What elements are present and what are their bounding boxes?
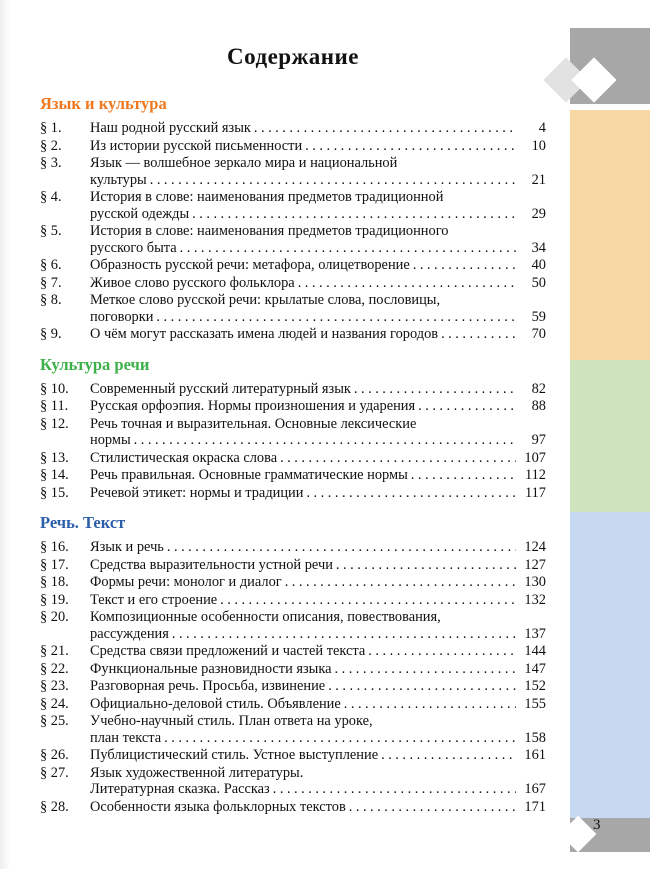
entry-paragraph-number: § 23.	[40, 678, 69, 694]
dot-leader	[336, 557, 516, 574]
entry-text: История в слове: наименования предметов традиционного	[90, 223, 449, 239]
entry-page-number: 40	[531, 257, 546, 273]
dot-leader	[349, 799, 516, 816]
entry-paragraph-number: § 14.	[40, 467, 69, 483]
entry-text: Публицистический стиль. Устное выступление	[90, 747, 379, 763]
entry-paragraph-number: § 21.	[40, 643, 69, 659]
entry-body	[90, 189, 546, 222]
entry-line	[90, 765, 546, 782]
entry-paragraph-number: § 27.	[40, 764, 69, 781]
toc-list	[40, 94, 546, 815]
entry-line	[90, 661, 546, 678]
entry-text: Разговорная речь. Просьба, извинение	[90, 678, 326, 694]
entry-body	[90, 275, 546, 292]
entry-line	[90, 326, 546, 343]
entry-body	[90, 292, 546, 325]
entry-line	[90, 257, 546, 274]
entry-text: Русская орфоэпия. Нормы произношения и ударения	[90, 398, 416, 414]
entry-body	[90, 416, 546, 449]
entry-text: Современный русский литературный язык	[90, 380, 351, 397]
entry-text: рассуждения	[90, 625, 169, 642]
entry-paragraph-number: § 26.	[40, 747, 69, 763]
toc-entry	[40, 713, 546, 746]
entry-line	[90, 240, 546, 257]
toc-entry	[40, 467, 546, 484]
toc-entry	[40, 275, 546, 292]
entry-text: Язык — волшебное зеркало мира и национальной	[90, 155, 398, 171]
entry-line	[90, 539, 546, 556]
entry-body	[90, 592, 546, 609]
entry-line	[90, 206, 546, 223]
entry-paragraph-number: § 4.	[40, 189, 62, 205]
entry-line	[90, 155, 546, 172]
entry-page-number: 117	[524, 484, 546, 501]
entry-paragraph-number: § 15.	[40, 484, 69, 501]
entry-page-number: 161	[524, 747, 546, 763]
entry-line	[90, 138, 546, 155]
dot-leader	[354, 381, 516, 398]
toc-entry	[40, 799, 546, 816]
entry-body	[90, 257, 546, 274]
entry-paragraph-number: § 10.	[40, 380, 69, 397]
toc-entry	[40, 138, 546, 155]
entry-page-number: 137	[524, 625, 546, 642]
dot-leader	[285, 574, 516, 591]
entry-line	[90, 467, 546, 484]
dot-leader	[335, 661, 516, 678]
toc-entry	[40, 592, 546, 609]
entry-body	[90, 574, 546, 591]
entry-paragraph-number: § 25.	[40, 713, 69, 729]
entry-page-number: 50	[531, 274, 546, 291]
dot-leader	[164, 730, 516, 747]
entry-text: культуры	[90, 171, 147, 188]
entry-body	[90, 747, 546, 764]
entry-line	[90, 485, 546, 502]
entry-body	[90, 485, 546, 502]
entry-text: Официально-деловой стиль. Объявление	[90, 695, 341, 712]
dot-leader	[413, 257, 516, 274]
entry-line	[90, 189, 546, 206]
toc-entry	[40, 416, 546, 449]
entry-line	[90, 432, 546, 449]
entry-text: план текста	[90, 729, 162, 746]
entry-page-number: 132	[524, 591, 546, 608]
entry-page-number: 34	[531, 239, 546, 256]
entry-page-number: 147	[524, 660, 546, 677]
toc-entry	[40, 257, 546, 274]
decor-band-green	[570, 360, 650, 512]
entry-body	[90, 155, 546, 188]
decor-band-gray-top	[570, 28, 650, 104]
entry-line	[90, 557, 546, 574]
entry-page-number: 29	[531, 205, 546, 222]
section-title: Речь. Текст	[40, 513, 126, 532]
entry-paragraph-number: § 9.	[40, 326, 62, 342]
entry-paragraph-number: § 24.	[40, 695, 69, 712]
entry-page-number: 10	[531, 137, 546, 154]
dot-leader	[306, 485, 516, 502]
entry-text: Язык художественной литературы.	[90, 764, 304, 781]
entry-text: Стилистическая окраска слова	[90, 449, 278, 466]
entry-body	[90, 120, 546, 137]
entry-paragraph-number: § 13.	[40, 449, 69, 466]
entry-body	[90, 467, 546, 484]
entry-text: Речь правильная. Основные грамматические нормы	[90, 467, 408, 483]
entry-text: поговорки	[90, 308, 154, 325]
entry-line	[90, 781, 546, 798]
dot-leader	[305, 138, 516, 155]
dot-leader	[298, 275, 516, 292]
toc-entry	[40, 292, 546, 325]
dot-leader	[418, 398, 516, 415]
entry-line	[90, 592, 546, 609]
entry-line	[90, 416, 546, 433]
entry-body	[90, 609, 546, 642]
entry-body	[90, 557, 546, 574]
entry-text: Меткое слово русской речи: крылатые слова, пословицы,	[90, 292, 441, 308]
entry-line	[90, 309, 546, 326]
toc-entry	[40, 485, 546, 502]
toc-section	[40, 513, 546, 815]
toc-entry	[40, 574, 546, 591]
entry-text: О чём могут рассказать имена людей и названия городов	[90, 326, 439, 342]
entry-paragraph-number: § 2.	[40, 137, 62, 154]
dot-leader	[368, 643, 516, 660]
entry-body	[90, 326, 546, 343]
dot-leader	[254, 120, 516, 137]
entry-page-number: 127	[524, 556, 546, 573]
dot-leader	[328, 678, 516, 695]
entry-paragraph-number: § 19.	[40, 591, 69, 608]
entry-body	[90, 765, 546, 798]
entry-line	[90, 696, 546, 713]
toc-entry	[40, 609, 546, 642]
toc-entry	[40, 765, 546, 798]
toc-entry	[40, 696, 546, 713]
entry-line	[90, 626, 546, 643]
entry-text: русского быта	[90, 239, 177, 256]
dot-leader	[172, 626, 516, 643]
dot-leader	[411, 467, 516, 484]
toc-entry	[40, 120, 546, 137]
dot-leader	[441, 326, 516, 343]
entry-body	[90, 450, 546, 467]
toc-entry	[40, 557, 546, 574]
entry-paragraph-number: § 3.	[40, 155, 62, 171]
entry-text: Язык и речь	[90, 539, 164, 555]
dot-leader	[273, 781, 516, 798]
entry-body	[90, 713, 546, 746]
entry-page-number: 59	[531, 308, 546, 325]
entry-text: Особенности языка фольклорных текстов	[90, 798, 346, 815]
entry-line	[90, 172, 546, 189]
entry-line	[90, 292, 546, 309]
decor-band-orange	[570, 110, 650, 360]
entry-text: Композиционные особенности описания, повествования,	[90, 609, 441, 625]
dot-leader	[381, 747, 516, 764]
dot-leader	[134, 432, 516, 449]
entry-text: Живое слово русского фольклора	[90, 274, 295, 291]
entry-body	[90, 539, 546, 556]
toc-section	[40, 94, 546, 343]
entry-body	[90, 678, 546, 695]
entry-line	[90, 223, 546, 240]
entry-page-number: 112	[524, 467, 546, 483]
entry-page-number: 21	[531, 171, 546, 188]
toc-entry	[40, 223, 546, 256]
entry-page-number: 167	[524, 781, 546, 797]
toc-entry	[40, 747, 546, 764]
entry-line	[90, 747, 546, 764]
toc-content	[40, 0, 546, 816]
dot-leader	[280, 450, 516, 467]
entry-paragraph-number: § 5.	[40, 223, 62, 239]
entry-text: Наш родной русский язык	[90, 120, 251, 136]
entry-body	[90, 138, 546, 155]
entry-line	[90, 381, 546, 398]
dot-leader	[180, 240, 516, 257]
toc-entry	[40, 381, 546, 398]
entry-body	[90, 799, 546, 816]
entry-page-number: 4	[538, 120, 546, 136]
section-title: Язык и культура	[40, 94, 167, 113]
entry-page-number: 171	[524, 798, 546, 815]
entry-page-number: 155	[524, 695, 546, 712]
section-title: Культура речи	[40, 354, 150, 374]
entry-body	[90, 223, 546, 256]
entry-text: Речь точная и выразительная. Основные лексические	[90, 415, 417, 432]
toc-entry	[40, 450, 546, 467]
dot-leader	[156, 309, 516, 326]
entry-text: Литературная сказка. Рассказ	[90, 781, 270, 797]
toc-entry	[40, 326, 546, 343]
entry-text: Учебно-научный стиль. План ответа на уроке,	[90, 713, 373, 729]
dot-leader	[192, 206, 516, 223]
toc-entry	[40, 398, 546, 415]
entry-text: История в слове: наименования предметов традиционной	[90, 189, 444, 205]
entry-paragraph-number: § 17.	[40, 556, 69, 573]
entry-page-number: 70	[531, 326, 546, 342]
entry-paragraph-number: § 18.	[40, 574, 69, 590]
entry-page-number: 88	[531, 398, 546, 414]
entry-page-number: 158	[524, 729, 546, 746]
entry-text: нормы	[90, 432, 131, 448]
entry-page-number: 144	[524, 643, 546, 659]
entry-text: Образность русской речи: метафора, олицетворение	[90, 257, 410, 273]
entry-text: Функциональные разновидности языка	[90, 660, 332, 677]
dot-leader	[220, 592, 516, 609]
entry-text: русской одежды	[90, 205, 190, 222]
entry-line	[90, 450, 546, 467]
entry-line	[90, 713, 546, 730]
entry-page-number: 152	[524, 678, 546, 694]
toc-section	[40, 355, 546, 502]
entry-paragraph-number: § 20.	[40, 609, 69, 625]
entry-line	[90, 574, 546, 591]
entry-text: Формы речи: монолог и диалог	[90, 574, 282, 590]
entry-paragraph-number: § 16.	[40, 539, 69, 555]
entry-line	[90, 799, 546, 816]
page-edge-shade	[0, 0, 10, 869]
toc-entry	[40, 155, 546, 188]
entry-body	[90, 661, 546, 678]
entry-line	[90, 643, 546, 660]
entry-page-number: 97	[531, 432, 546, 448]
entry-paragraph-number: § 8.	[40, 292, 62, 308]
entry-line	[90, 730, 546, 747]
entry-paragraph-number: § 6.	[40, 257, 62, 273]
entry-page-number: 82	[531, 380, 546, 397]
entry-text: Средства связи предложений и частей текста	[90, 643, 366, 659]
entry-paragraph-number: § 28.	[40, 798, 69, 815]
entry-page-number: 107	[524, 449, 546, 466]
entry-line	[90, 398, 546, 415]
entry-text: Средства выразительности устной речи	[90, 556, 333, 573]
entry-line	[90, 120, 546, 137]
dot-leader	[150, 172, 516, 189]
toc-entry	[40, 678, 546, 695]
entry-body	[90, 398, 546, 415]
entry-text: Из истории русской письменности	[90, 137, 303, 154]
toc-entry	[40, 539, 546, 556]
entry-paragraph-number: § 1.	[40, 120, 62, 136]
toc-entry	[40, 643, 546, 660]
entry-page-number: 130	[524, 574, 546, 590]
entry-line	[90, 275, 546, 292]
dot-leader	[344, 696, 516, 713]
entry-paragraph-number: § 22.	[40, 660, 69, 677]
entry-paragraph-number: § 11.	[40, 398, 69, 414]
entry-body	[90, 696, 546, 713]
entry-paragraph-number: § 7.	[40, 274, 62, 291]
entry-text: Текст и его строение	[90, 591, 218, 608]
entry-body	[90, 643, 546, 660]
entry-line	[90, 609, 546, 626]
decor-band-blue	[570, 512, 650, 818]
page-number: 3	[593, 817, 601, 833]
entry-page-number: 124	[524, 539, 546, 555]
entry-paragraph-number: § 12.	[40, 415, 69, 432]
entry-text: Речевой этикет: нормы и традиции	[90, 484, 304, 501]
toc-entry	[40, 661, 546, 678]
entry-body	[90, 381, 546, 398]
toc-entry	[40, 189, 546, 222]
page-title: Содержание	[227, 44, 359, 69]
dot-leader	[167, 539, 516, 556]
entry-line	[90, 678, 546, 695]
